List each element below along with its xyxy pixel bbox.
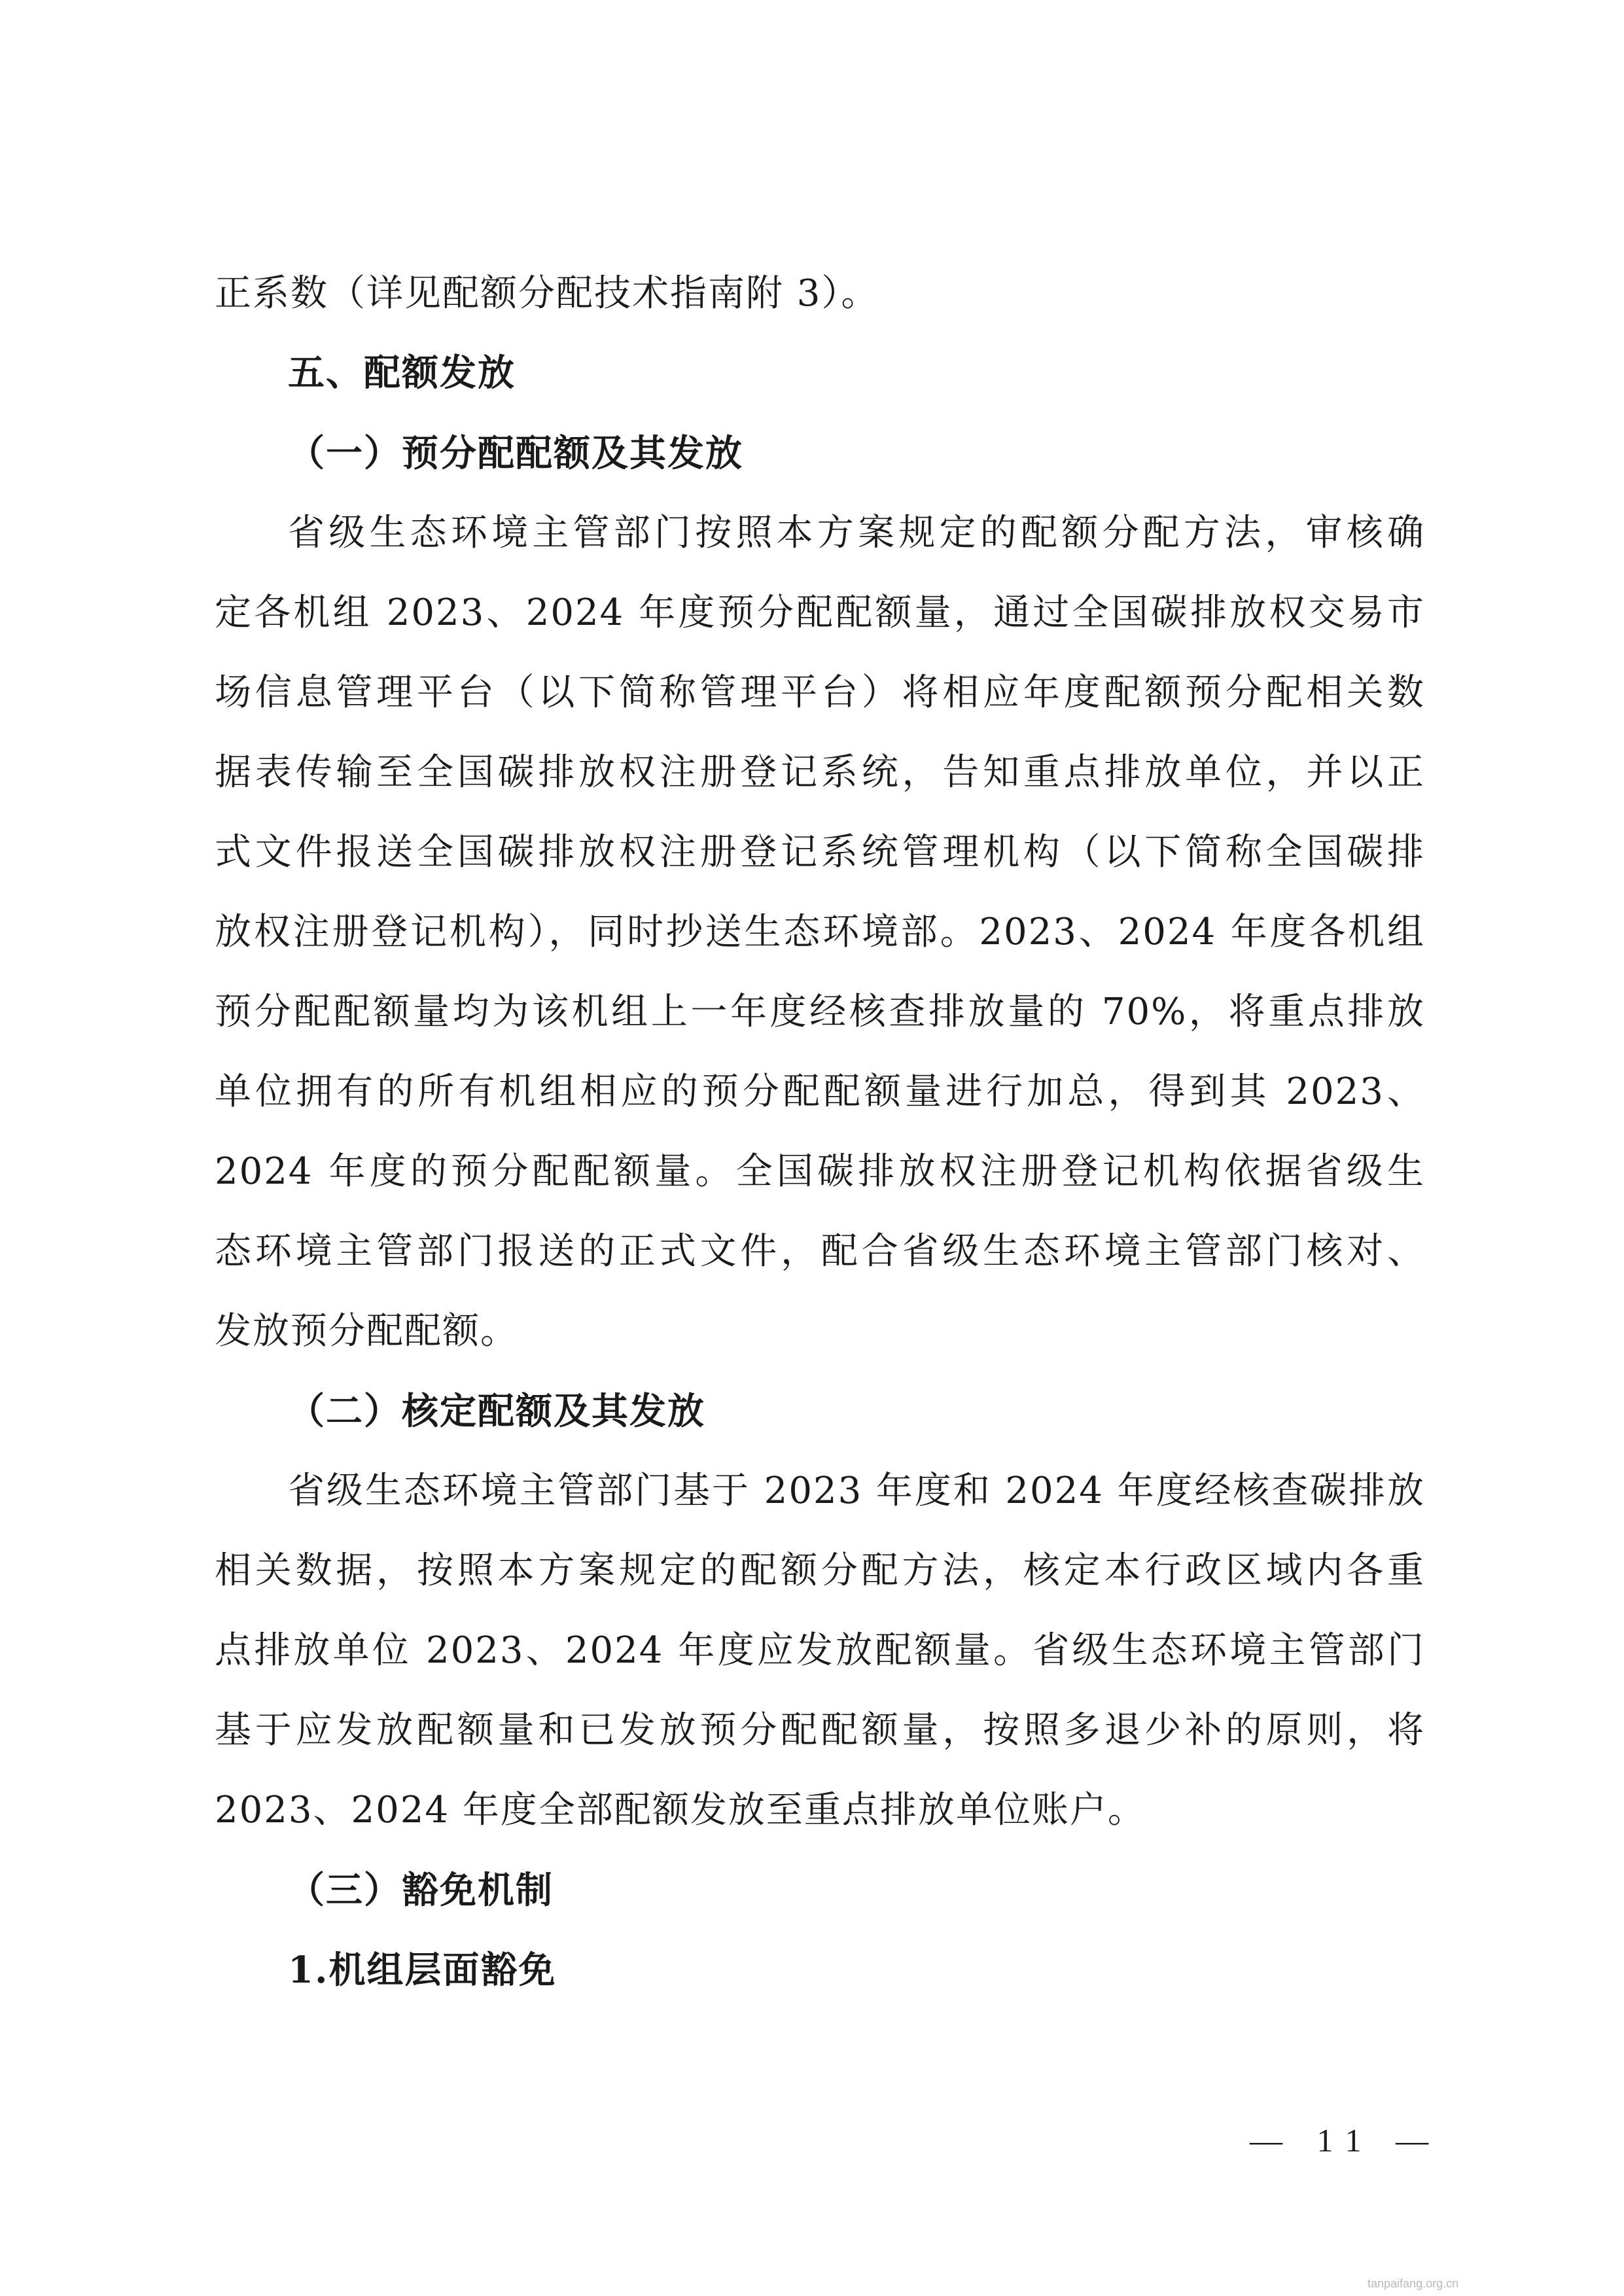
paragraph-line: 基于应发放配额量和已发放预分配配额量，按照多退少补的原则，将: [215, 1709, 1425, 1752]
document-body: [215, 254, 1425, 2010]
paragraph-line: 定各机组 2023、2024 年度预分配配额量，通过全国碳排放权交易市: [215, 592, 1425, 634]
section-heading: 五、配额发放: [288, 352, 516, 395]
paragraph-line: 场信息管理平台（以下简称管理平台）将相应年度配额预分配相关数: [215, 671, 1425, 714]
paragraph-line: 据表传输至全国碳排放权注册登记系统，告知重点排放单位，并以正: [215, 751, 1425, 794]
paragraph-line: 式文件报送全国碳排放权注册登记系统管理机构（以下简称全国碳排: [215, 831, 1425, 874]
paragraph-line: 态环境主管部门报送的正式文件，配合省级生态环境主管部门核对、: [215, 1230, 1425, 1273]
paragraph-line: 放权注册登记机构），同时抄送生态环境部。2023、2024 年度各机组: [215, 911, 1425, 953]
subsection-heading: 1.机组层面豁免: [288, 1949, 557, 1992]
paragraph-line: 预分配配额量均为该机组上一年度经核查排放量的 70%，将重点排放: [215, 991, 1425, 1033]
subsection-heading: （三）豁免机制: [288, 1869, 554, 1912]
paragraph-line: 单位拥有的所有机组相应的预分配配额量进行加总，得到其 2023、: [215, 1070, 1425, 1113]
paragraph-line: 点排放单位 2023、2024 年度应发放配额量。省级生态环境主管部门: [215, 1629, 1425, 1672]
paragraph-line: 发放预分配配额。: [215, 1310, 518, 1352]
paragraph-line: 省级生态环境主管部门基于 2023 年度和 2024 年度经核查碳排放: [288, 1470, 1425, 1512]
paragraph-line: 2023、2024 年度全部配额发放至重点排放单位账户。: [215, 1789, 1146, 1831]
subsection-heading: （一）预分配配额及其发放: [288, 432, 743, 475]
paragraph-line: 相关数据，按照本方案规定的配额分配方法，核定本行政区域内各重: [215, 1549, 1425, 1592]
paragraph-line: 正系数（详见配额分配技术指南附 3）。: [215, 272, 879, 315]
watermark: tanpaifang.org.cn: [1368, 2277, 1459, 2290]
paragraph-line: 省级生态环境主管部门按照本方案规定的配额分配方法，审核确: [288, 512, 1425, 554]
paragraph-line: 2024 年度的预分配配额量。全国碳排放权注册登记机构依据省级生: [215, 1150, 1425, 1193]
page-number: — 11 —: [1250, 2122, 1442, 2159]
subsection-heading: （二）核定配额及其发放: [288, 1390, 705, 1433]
